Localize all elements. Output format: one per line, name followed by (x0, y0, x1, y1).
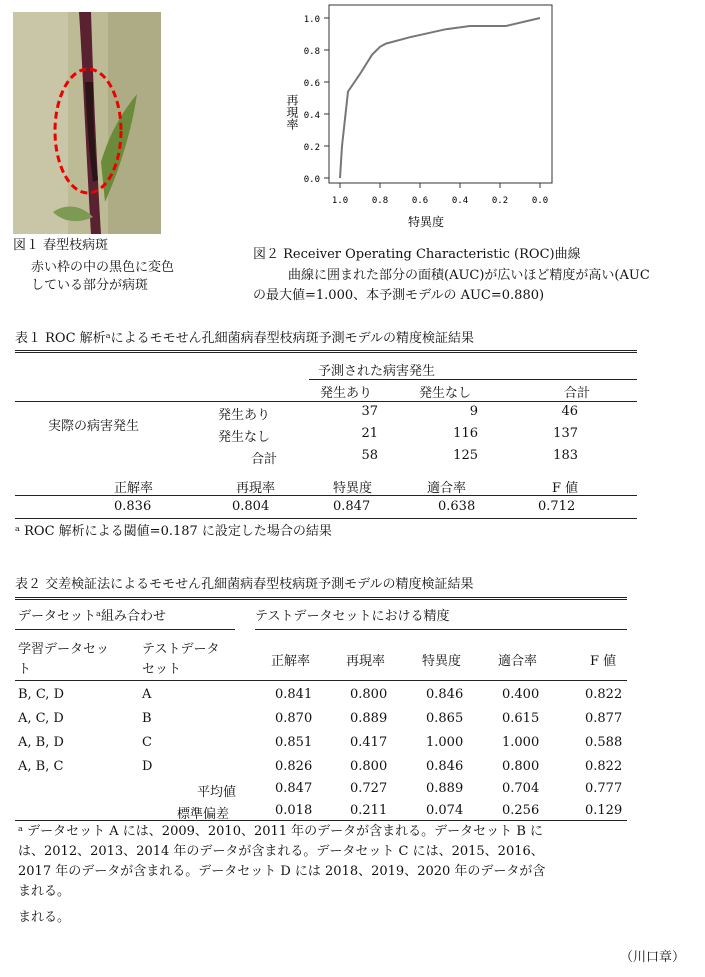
table2-summary-value: 0.129 (585, 803, 623, 818)
table2-summary-value: 0.704 (502, 781, 540, 796)
table2-value-cell: 0.822 (585, 687, 623, 702)
table2-value-cell: 0.822 (585, 759, 623, 774)
table2-group-rule-left (15, 629, 235, 630)
author: （川口章） (620, 950, 686, 965)
table1-metric-header: 正解率 (114, 481, 154, 496)
table2-summary-value: 0.018 (275, 803, 313, 818)
table2-test-cell: C (142, 735, 152, 750)
fig2-caption-line-1: 曲線に囲まれた部分の面積(AUC)が広いほど精度が高い(AUC (288, 268, 650, 283)
table2-summary-value: 0.847 (275, 781, 313, 796)
table2-footnote-line: 2017 年のデータが含まれる。データセット D には 2018、2019、2020 年のデータが含 (18, 864, 546, 879)
table1-metric-value: 0.804 (232, 499, 270, 514)
table1-metric-header: 再現率 (236, 481, 276, 496)
table2-summary-value: 0.256 (502, 803, 540, 818)
table2-value-cell: 0.800 (350, 687, 388, 702)
table2-metric-header: 正解率 (271, 654, 311, 669)
table2-train-cell: A, B, D (18, 735, 64, 750)
table2-value-cell: 0.851 (275, 735, 313, 750)
table1-top-rule (15, 350, 637, 353)
table2-group-header-right: テストデータセットにおける精度 (255, 609, 450, 624)
fig2-caption-title: 図２ Receiver Operating Characteristic (ROC)曲線 (253, 247, 581, 262)
table1-cell: 37 (361, 404, 378, 419)
table1-predicted-rule (309, 379, 637, 380)
table1-metric-value: 0.638 (438, 499, 476, 514)
table2-train-cell: A, B, C (18, 759, 64, 774)
x-tick-label: 1.0 (331, 196, 349, 206)
table2-test-header: テストデータ (142, 642, 220, 657)
table1-cell: 58 (361, 448, 378, 463)
table2-test-cell: A (142, 687, 152, 702)
table2-summary-value: 0.889 (426, 781, 464, 796)
table2-value-cell: 0.417 (350, 735, 388, 750)
x-axis-label: 特異度 (408, 215, 445, 229)
y-tick-label: 0.6 (303, 79, 320, 89)
y-tick-label: 0.8 (303, 47, 320, 57)
table1-row-label: 発生なし (218, 430, 271, 445)
table1-col-header: 発生あり (320, 386, 373, 401)
table2-title: 表２ 交差検証法によるモモせん孔細菌病春型枝病斑予測モデルの精度検証結果 (15, 577, 474, 592)
table1-row-label: 合計 (251, 452, 278, 467)
table2-footnote-line: まれる。 (18, 884, 71, 899)
table1-cell: 46 (561, 404, 578, 419)
fig2-caption-line-2: の最大値=1.000、本予測モデルの AUC=0.880) (253, 288, 545, 303)
table2-bottom-rule (15, 820, 627, 821)
y-tick-label: 1.0 (303, 15, 320, 25)
table2-group-header-left: データセットᵃ組み合わせ (18, 609, 167, 624)
table2-metric-header: 適合率 (498, 654, 538, 669)
table2-train-header: 学習データセッ (18, 642, 110, 657)
y-tick-label: 0.2 (303, 143, 320, 153)
table1-metric-header: F 値 (552, 481, 579, 496)
table2-metric-header: 再現率 (346, 654, 386, 669)
table2-value-cell: 0.865 (426, 711, 464, 726)
fig1-caption-line-1: 赤い枠の中の黒色に変色 (31, 260, 175, 275)
table1-metric-value: 0.712 (538, 499, 576, 514)
table2-value-cell: 0.846 (426, 687, 464, 702)
table1-predicted-header: 予測された病害発生 (318, 364, 436, 379)
table1-metric-value: 0.836 (114, 499, 152, 514)
table2-test-cell: B (142, 711, 152, 726)
table2-value-cell: 0.870 (275, 711, 313, 726)
table1-metric-rule (15, 495, 637, 496)
table2-summary-label: 標準偏差 (177, 807, 230, 822)
table2-test-header: セット (142, 662, 182, 677)
table1-row-label: 発生あり (218, 408, 271, 423)
roc-chart (270, 0, 570, 240)
table2-summary-label: 平均値 (197, 785, 237, 800)
table2-value-cell: 0.615 (502, 711, 540, 726)
table1-cell: 125 (453, 448, 478, 463)
table2-value-cell: 0.800 (350, 759, 388, 774)
plot-frame (329, 5, 552, 183)
lesion-photo (13, 12, 161, 234)
table2-summary-value: 0.777 (585, 781, 623, 796)
table1-cell: 9 (469, 404, 478, 419)
y-tick-label: 0.4 (303, 111, 320, 121)
table2-value-cell: 0.877 (585, 711, 623, 726)
table1-col-header: 合計 (564, 386, 591, 401)
table1-col-header: 発生なし (419, 386, 472, 401)
table1-cell: 183 (553, 448, 578, 463)
table2-group-rule-right (255, 629, 627, 630)
x-tick-label: 0.8 (371, 196, 389, 206)
table2-value-cell: 1.000 (426, 735, 464, 750)
table2-value-cell: 1.000 (502, 735, 540, 750)
table2-metric-header: F 値 (590, 654, 617, 669)
y-tick-label: 0.0 (303, 175, 320, 185)
fig1-caption-line-2: している部分が病斑 (31, 278, 149, 293)
x-tick-label: 0.4 (451, 196, 469, 206)
x-tick-label: 0.6 (411, 196, 429, 206)
fig1-caption-title: 図１ 春型枝病斑 (13, 238, 109, 253)
table2-train-header: ト (18, 662, 32, 677)
table1-title: 表１ ROC 解析ᵃによるモモせん孔細菌病春型枝病斑予測モデルの精度検証結果 (15, 331, 475, 346)
table2-summary-value: 0.074 (426, 803, 464, 818)
table2-value-cell: 0.400 (502, 687, 540, 702)
table1-bottom-rule (15, 518, 637, 519)
table2-value-cell: 0.889 (350, 711, 388, 726)
table2-header-rule (15, 680, 627, 681)
table1-cell: 21 (361, 426, 378, 441)
x-tick-label: 0.0 (531, 196, 549, 206)
table2-test-cell: D (142, 759, 153, 774)
table1-metric-header: 特異度 (333, 481, 373, 496)
table2-value-cell: 0.846 (426, 759, 464, 774)
table2-summary-value: 0.211 (350, 803, 388, 818)
roc-curve (340, 18, 540, 178)
table2-summary-value: 0.727 (350, 781, 388, 796)
table2-footnote-line: ᵃ データセット A には、2009、2010、2011 年のデータが含まれる。データセット B に (18, 824, 544, 839)
table1-footnote: ᵃ ROC 解析による閾値=0.187 に設定した場合の結果 (15, 524, 332, 539)
table1-actual-label: 実際の病害発生 (48, 419, 140, 434)
table2-metric-header: 特異度 (422, 654, 462, 669)
table1-cell: 116 (453, 426, 478, 441)
x-tick-label: 0.2 (491, 196, 509, 206)
y-axis-label: 再現率 (285, 94, 299, 130)
table2-value-cell: 0.841 (275, 687, 313, 702)
table2-value-cell: 0.826 (275, 759, 313, 774)
table2-train-cell: A, C, D (18, 711, 64, 726)
table2-value-cell: 0.588 (585, 735, 623, 750)
table2-extra-line: まれる。 (18, 910, 71, 925)
table1-header-rule (15, 401, 637, 402)
table2-train-cell: B, C, D (18, 687, 64, 702)
table2-footnote-line: は、2012、2013、2014 年のデータが含まれる。データセット C には、2015、2016、 (18, 844, 544, 859)
table2-value-cell: 0.800 (502, 759, 540, 774)
table1-metric-value: 0.847 (333, 499, 371, 514)
table1-cell: 137 (553, 426, 578, 441)
table2-top-rule (15, 597, 627, 600)
table1-metric-header: 適合率 (427, 481, 467, 496)
